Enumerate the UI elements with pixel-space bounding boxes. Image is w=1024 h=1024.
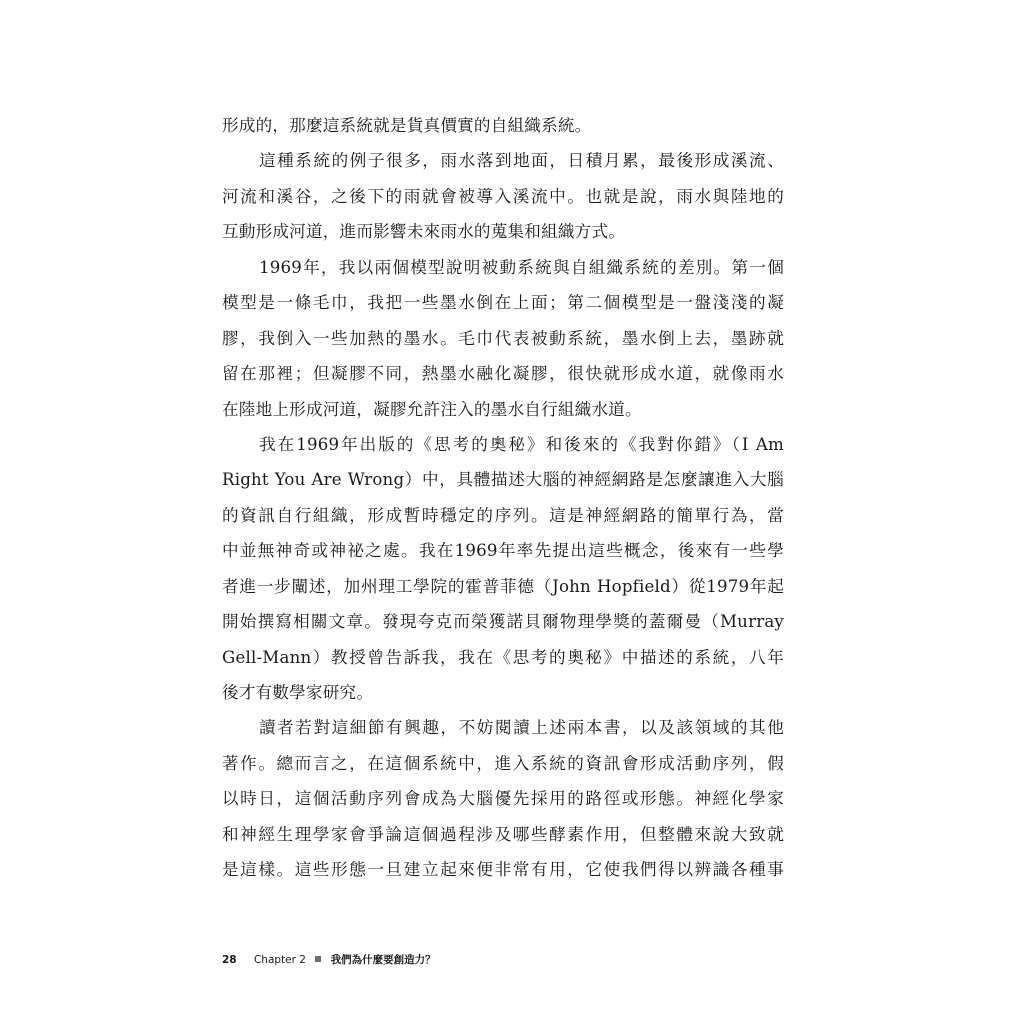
text-line: 我在1969年出版的《思考的奧秘》和後來的《我對你錯》（I Am bbox=[259, 434, 784, 454]
square-bullet-icon bbox=[315, 956, 321, 962]
body-text bbox=[222, 108, 784, 888]
text-line: 著作。總而言之，在這個系統中，進入系統的資訊會形成活動序列，假 bbox=[222, 753, 784, 773]
text-line: 後才有數學家研究。 bbox=[222, 683, 374, 702]
text-line: 是這樣。這些形態一旦建立起來便非常有用，它使我們得以辨識各種事 bbox=[222, 860, 784, 880]
text-line: 1969年，我以兩個模型說明被動系統與自組織系統的差別。第一個 bbox=[259, 257, 784, 277]
text-line: 在陸地上形成河道，凝膠允許注入的墨水自行組織水道。 bbox=[222, 399, 642, 419]
text-line: 這種系統的例子很多，雨水落到地面，日積月累，最後形成溪流、 bbox=[259, 151, 784, 171]
chapter-title: 我們為什麼要創造力？ bbox=[330, 954, 436, 966]
text-line: Gell-Mann）教授曾告訴我，我在《思考的奧秘》中描述的系統，八年 bbox=[222, 647, 784, 667]
chapter-label: Chapter 2 bbox=[253, 954, 306, 966]
text-line: 中並無神奇或神祕之處。我在1969年率先提出這些概念，後來有一些學 bbox=[222, 541, 784, 561]
text-line: 和神經生理學家會爭論這個過程涉及哪些酵素作用，但整體來說大致就 bbox=[222, 824, 784, 844]
text-line: 互動形成河道，進而影響未來雨水的蒐集和組織方式。 bbox=[222, 222, 626, 242]
page-footer bbox=[222, 952, 436, 967]
text-line: 留在那裡；但凝膠不同，熱墨水融化凝膠，很快就形成水道，就像雨水 bbox=[222, 364, 784, 384]
text-line: 開始撰寫相關文章。發現夸克而榮獲諾貝爾物理學獎的蓋爾曼（Murray bbox=[222, 612, 784, 632]
text-line: 以時日，這個活動序列會成為大腦優先採用的路徑或形態。神經化學家 bbox=[222, 789, 784, 809]
text-line: 形成的，那麼這系統就是貨真價實的自組織系統。 bbox=[222, 116, 592, 135]
text-line: 模型是一條毛巾，我把一些墨水倒在上面；第二個模型是一盤淺淺的凝 bbox=[222, 293, 784, 313]
text-line: 的資訊自行組織，形成暫時穩定的序列。這是神經網路的簡單行為，當 bbox=[222, 505, 784, 525]
text-line: 膠，我倒入一些加熱的墨水。毛巾代表被動系統，墨水倒上去，墨跡就 bbox=[222, 328, 784, 348]
text-line: 河流和溪谷，之後下的雨就會被導入溪流中。也就是說，雨水與陸地的 bbox=[222, 186, 784, 206]
text-line: Right You Are Wrong）中，具體描述大腦的神經網路是怎麼讓進入大腦 bbox=[222, 470, 784, 490]
text-line: 者進一步闡述，加州理工學院的霍普菲德（John Hopfield）從1979年起 bbox=[222, 576, 784, 596]
text-line: 讀者若對這細節有興趣，不妨閱讀上述兩本書，以及該領域的其他 bbox=[259, 718, 784, 738]
page-number: 28 bbox=[222, 954, 237, 966]
